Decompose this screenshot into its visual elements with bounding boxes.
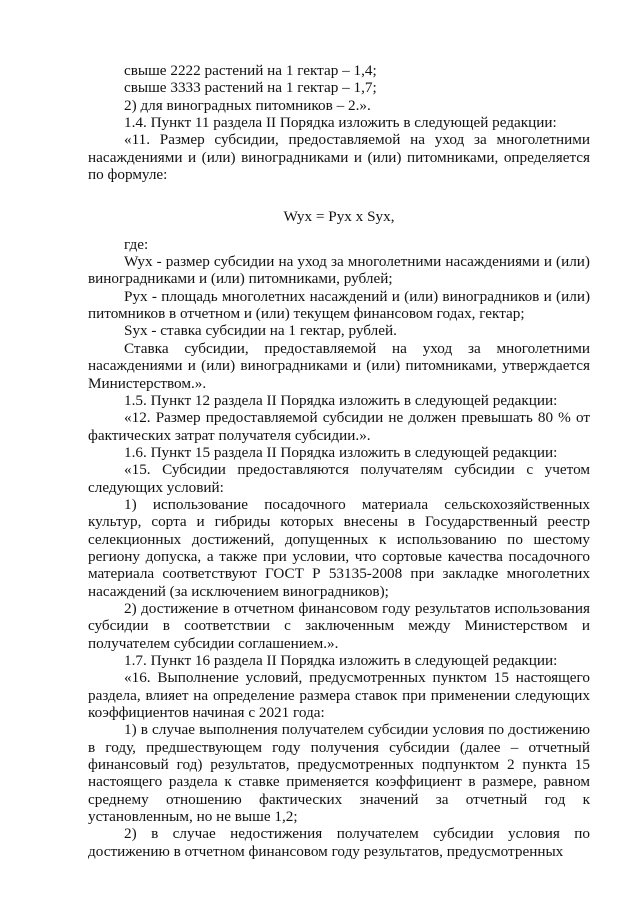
definition-wyx: Wyx - размер субсидии на уход за многолетними насаждениями и (или) виноградниками и (или) питомниками, рублей; (88, 253, 590, 288)
paragraph-item-1-4: 1.4. Пункт 11 раздела II Порядка изложить в следующей редакции: (124, 114, 557, 132)
paragraph-coefficient-2: 2) в случае недостижения получателем субсидии условия по достижению в отчетном финансовом году результатов, предусмотренных (88, 825, 590, 860)
formula: Wyx = Pyx x Syx, (283, 208, 395, 226)
paragraph-point-11: «11. Размер субсидии, предоставляемой на уход за многолетними насаждениями и (или) виноградниками и (или) питомниками, определяется по формуле: (88, 131, 590, 184)
paragraph-item-1-7: 1.7. Пункт 16 раздела II Порядка изложить в следующей редакции: (124, 652, 558, 669)
paragraph-coefficient-1: 1) в случае выполнения получателем субсидии условия по достижению в году, предшествующем году получения субсидии (далее – отчетный финансовый год) результатов, предусмотренных подпунктом 2 пункта 15 настоящего раздела к ставке применяется коэффициент в размере, равном среднему отношению фактических значений за отчетный год к установленным, но не выше 1,2; (88, 721, 590, 826)
paragraph-vine-nurseries: 2) для виноградных питомников – 2.». (124, 96, 371, 114)
paragraph-where: где: (124, 235, 149, 253)
paragraph-point-12: «12. Размер предоставляемой субсидии не должен превышать 80 % от фактических затрат получателя субсидии.». (88, 409, 590, 444)
paragraph-threshold-2222: свыше 2222 растений на 1 гектар – 1,4; (124, 62, 377, 79)
paragraph-threshold-3333: свыше 3333 растений на 1 гектар – 1,7; (124, 79, 377, 97)
paragraph-item-1-5: 1.5. Пункт 12 раздела II Порядка изложить в следующей редакции: (124, 391, 558, 409)
definition-pyx: Pyx - площадь многолетних насаждений и (или) виноградников и (или) питомников в отчетном и (или) текущем финансовом годах, гектар; (88, 287, 590, 323)
paragraph-rate-approval: Ставка субсидии, предоставляемой на уход за многолетними насаждениями и (или) виноградниками и (или) питомниками, утверждается Министерством.». (88, 339, 590, 392)
definition-syx: Syx - ставка субсидии на 1 гектар, рублей. (124, 322, 397, 340)
paragraph-condition-1: 1) использование посадочного материала сельскохозяйственных культур, сорта и гибриды которых внесены в Государственный реестр селекционных достижений, допущенных к использованию по шестому региону допуска, а также при условии, что сортовые качества посадочного материала соответствуют ГОСТ Р 53135-2008 при закладке многолетних насаждений (за исключением виноградников); (88, 495, 590, 600)
document-body (88, 62, 590, 860)
paragraph-point-15: «15. Субсидии предоставляются получателям субсидии с учетом следующих условий: (88, 461, 590, 496)
paragraph-point-16: «16. Выполнение условий, предусмотренных пунктом 15 настоящего раздела, влияет на определение размера ставок при применении следующих коэффициентов начиная с 2021 года: (88, 669, 590, 722)
paragraph-condition-2: 2) достижение в отчетном финансовом году результатов использования субсидии в соответствии с заключенным между Министерством и получателем субсидии соглашением.». (88, 599, 590, 652)
paragraph-item-1-6: 1.6. Пункт 15 раздела II Порядка изложить в следующей редакции: (124, 443, 558, 461)
